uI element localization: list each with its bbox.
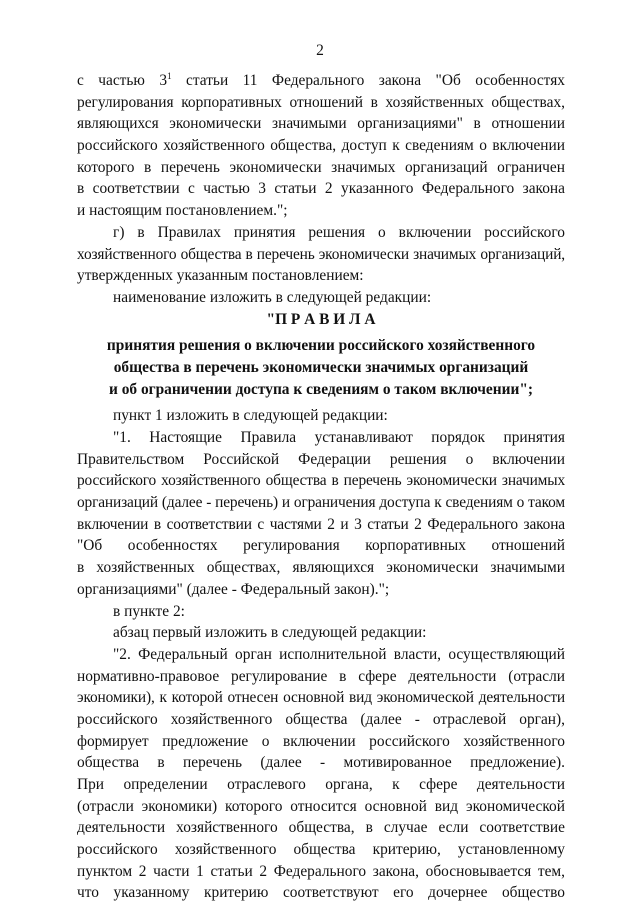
text-line: хозяйственного общества в перечень экономически значимых организаций, <box>77 245 565 263</box>
text-line: абзац первый изложить в следующей редакции: <box>113 624 427 642</box>
text-line: российского хозяйственного общества, доступ к сведениям о включении <box>77 137 565 155</box>
text-line: деятельности хозяйственного общества, в случае если соответствие <box>77 819 565 837</box>
text-line: организациями" (далее - Федеральный закон)."; <box>77 580 390 598</box>
text-line: и настоящим постановлением."; <box>77 202 288 220</box>
text-line: включении в соответствии с частями 2 и 3 статьи 2 Федерального закона <box>77 515 565 533</box>
text-line: (отрасли экономики) которого относится основной вид экономической <box>77 797 565 815</box>
text-line: общества в перечень (далее - мотивированное предложение). <box>77 754 565 772</box>
text-line: "Об особенностях регулирования корпоративных отношений <box>77 537 565 555</box>
page-number: 2 <box>316 42 324 59</box>
heading-line: принятия решения о включении российского хозяйственного <box>106 337 536 355</box>
text-line: которого в перечень экономически значимых организаций ограничен <box>77 158 565 176</box>
text-line: регулирования корпоративных отношений в хозяйственных обществах, <box>77 93 565 111</box>
text-line: г) в Правилах принятия решения о включении российского <box>113 223 565 241</box>
text-line: наименование изложить в следующей редакции: <box>113 288 432 306</box>
text-line: экономики), к которой отнесен основной вид экономической деятельности <box>77 689 565 707</box>
text-line: формирует предложение о включении российского хозяйственного <box>77 732 565 750</box>
text-line: нормативно-правовое регулирование в сфере деятельности (отрасли <box>77 667 565 685</box>
text-line: Правительством Российской Федерации решения о включении <box>77 450 565 468</box>
text-line: При определении отраслевого органа, к сфере деятельности <box>77 776 565 793</box>
heading-line: общества в перечень экономически значимых организаций <box>113 358 529 376</box>
text-line: российского хозяйственного общества (далее - отраслевой орган), <box>77 710 565 728</box>
text-line: в пункте 2: <box>113 602 185 620</box>
text-line: утвержденных указанным постановлением: <box>77 267 364 285</box>
text-line: с частью $3^1$ статьи 11 Федерального закона "Об особенностях <box>77 71 565 89</box>
text-line: пунктом 2 части 1 статьи 2 Федерального закона, обосновывается тем, <box>77 862 565 880</box>
heading-line: "П Р А В И Л А <box>266 310 376 328</box>
text-line: организаций (далее - перечень) и ограничения доступа к сведениям о таком <box>77 494 565 512</box>
text-line: в соответствии с частью 3 статьи 2 указанного Федерального закона <box>77 180 565 198</box>
text-line: российского хозяйственного общества в перечень экономически значимых <box>77 472 565 490</box>
text-line: российского хозяйственного общества критерию, установленному <box>77 841 565 859</box>
text-line: "2. Федеральный орган исполнительной власти, осуществляющий <box>113 645 565 663</box>
text-line: в хозяйственных обществах, являющихся экономически значимыми <box>77 559 565 577</box>
text-line: что указанному критерию соответствуют его дочернее общество <box>77 884 565 902</box>
document-body <box>77 70 565 904</box>
text-line: пункт 1 изложить в следующей редакции: <box>113 407 388 425</box>
text-line: "1. Настоящие Правила устанавливают порядок принятия <box>113 429 565 446</box>
text-line: являющихся экономически значимыми организациями" в отношении <box>77 115 565 133</box>
heading-line: и об ограничении доступа к сведениям о таком включении"; <box>108 380 533 398</box>
